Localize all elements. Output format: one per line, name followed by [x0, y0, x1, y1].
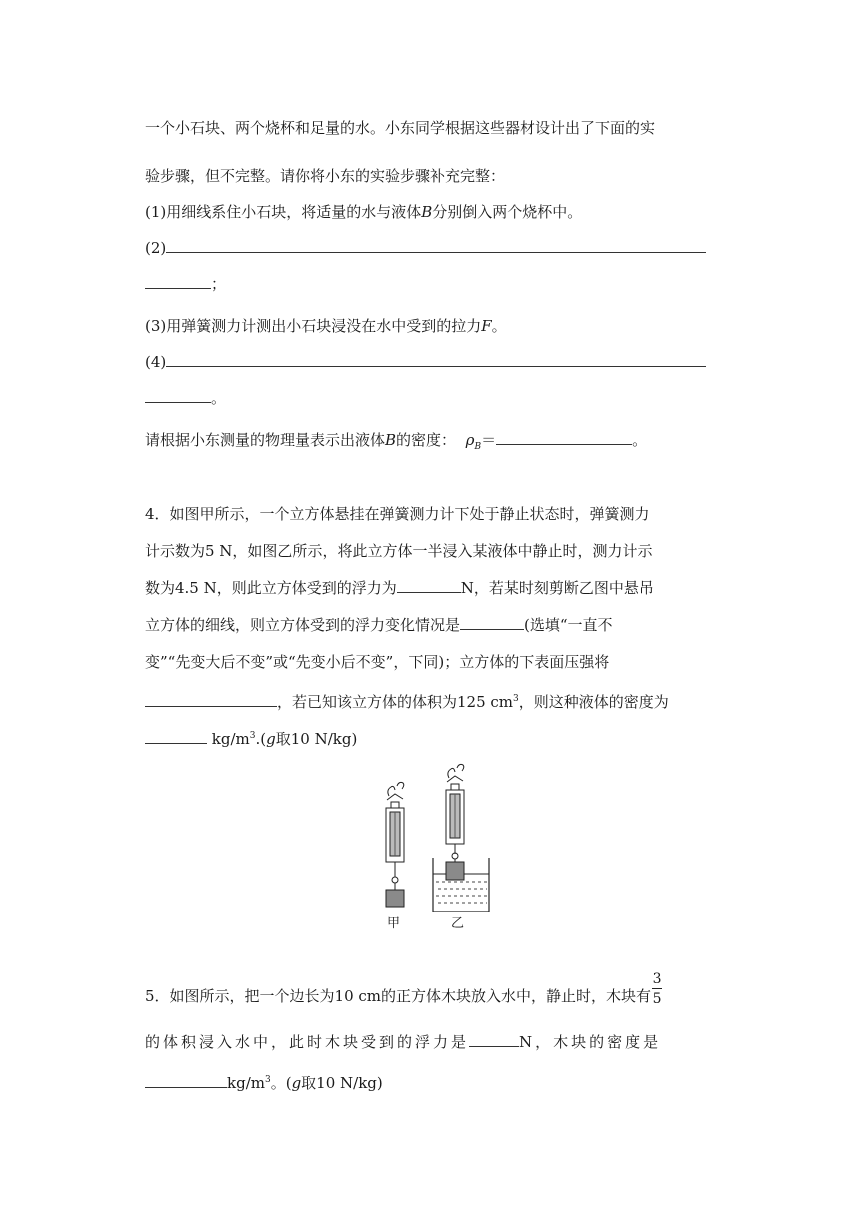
q4-line-4: 立方体的细线，则立方体受到的浮力变化情况是 (选填“一直不	[145, 616, 613, 634]
q3-step-2-cont: ；	[145, 274, 226, 294]
q4-line-1: 4．如图甲所示，一个立方体悬挂在弹簧测力计下处于静止状态时，弹簧测力	[145, 505, 650, 523]
spring-scale-figure	[375, 762, 515, 932]
answer-blank[interactable]	[145, 1073, 227, 1088]
q5-line-3: $kg/m^3$。(g取10 N/kg)	[145, 1070, 383, 1093]
figure-label-a: 甲	[387, 916, 401, 931]
answer-blank[interactable]	[145, 274, 211, 289]
answer-blank[interactable]	[145, 388, 211, 403]
spring-scale-diagram	[375, 762, 515, 912]
q3-step-4: (4)	[145, 352, 706, 372]
q4-line-3: 数为4.5 N，则此立方体受到的浮力为 N，若某时刻剪断乙图中悬吊	[145, 579, 654, 597]
scale-a	[386, 782, 404, 907]
q3-step-4-cont: 。	[145, 388, 226, 408]
q3-intro-line-2: 验步骤，但不完整。请你将小东的实验步骤补充完整：	[145, 167, 506, 185]
answer-blank[interactable]	[166, 352, 706, 367]
answer-blank[interactable]	[496, 430, 632, 445]
q4-line-7: $kg/m^3.(g$取10 N/kg)	[145, 726, 357, 749]
q3-step-2: (2)	[145, 238, 706, 258]
scale-b	[433, 764, 489, 912]
answer-blank[interactable]	[145, 729, 207, 744]
answer-blank[interactable]	[469, 1032, 519, 1047]
q3-density-question: 请根据小东测量的物理量表示出液体B的密度： $\rho_B=$ 。	[145, 431, 648, 452]
q3-step-1: (1)用细线系住小石块，将适量的水与液体B分别倒入两个烧杯中。	[145, 203, 583, 221]
q5-line-2: 的体积浸入水中，此时木块受到的浮力是 N，木块的密度是	[145, 1033, 662, 1051]
answer-blank[interactable]	[145, 692, 277, 707]
answer-blank[interactable]	[397, 578, 461, 593]
q3-step-3: (3)用弹簧测力计测出小石块浸没在水中受到的拉力F。	[145, 317, 507, 335]
q4-line-2: 计示数为5 N，如图乙所示，将此立方体一半浸入某液体中静止时，测力计示	[145, 542, 653, 560]
answer-blank[interactable]	[460, 615, 524, 630]
q5-line-1: 5．如图所示，把一个边长为10 cm的正方体木块放入水中，静止时，木块有 $\frac{3}{5}$	[145, 971, 662, 1007]
q3-intro-line-1: 一个小石块、两个烧杯和足量的水。小东同学根据这些器材设计出了下面的实	[145, 119, 656, 137]
q4-line-6: ，若已知该立方体的体积为125 $cm^3$，则这种液体的密度为	[145, 689, 669, 712]
q4-line-5: 变”“先变大后不变”或“先变小后不变”，下同)；立方体的下表面压强将	[145, 653, 610, 671]
figure-label-b: 乙	[451, 916, 465, 931]
answer-blank[interactable]	[166, 238, 706, 253]
fraction-three-fifths: $\frac{3}{5}$	[652, 971, 662, 1007]
